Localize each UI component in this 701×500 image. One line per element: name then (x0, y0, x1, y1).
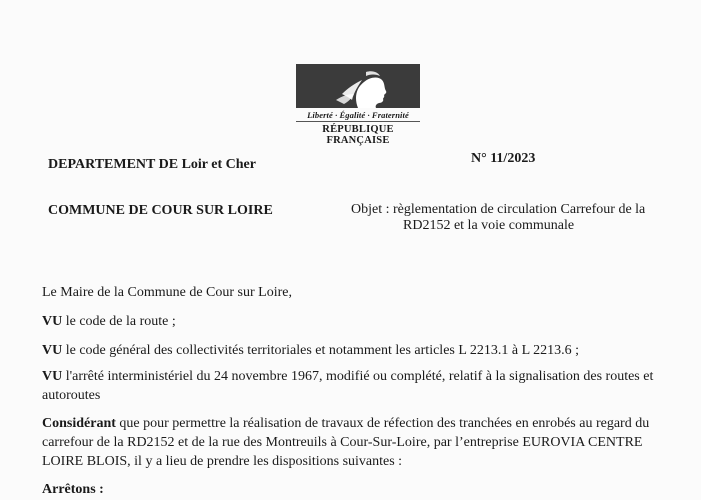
considerant-paragraph (42, 414, 682, 471)
considerant-label: Considérant (42, 416, 116, 431)
arretons-heading: Arrêtons : (42, 482, 104, 497)
vu-paragraph-1 (42, 312, 682, 331)
republique-francaise-logo (296, 64, 420, 146)
considerant-text: que pour permettre la réalisation de travaux de réfection des tranchées en enrobés au regard du carrefour de la RD2152 et de la rue des Montreuils à Cour-Sur-Loire, par l’entreprise EUROVIA CENTRE LOIRE BLOIS, il y a lieu de prendre les dispositions suivantes : (42, 416, 650, 469)
decree-number: N° 11/2023 (471, 151, 536, 166)
vu-label: VU (42, 343, 63, 358)
marianne-emblem (296, 64, 420, 108)
commune-prefix: COMMUNE DE (48, 203, 148, 218)
vu-paragraph-2 (42, 341, 682, 360)
motto-divider (296, 121, 420, 122)
commune-heading (48, 203, 273, 219)
vu-text: le code de la route ; (62, 314, 176, 329)
object-line-1: Objet : règlementation de circulation Carrefour de la (351, 202, 646, 217)
vu-text: l'arrêté interministériel du 24 novembre 1967, modifié ou complété, relatif à la signalisation des routes et autoroutes (42, 369, 654, 403)
commune-name: COUR SUR LOIRE (151, 203, 273, 218)
marianne-icon (296, 64, 420, 108)
vu-text: le code général des collectivités territoriales et notamment les articles L 2213.1 à L 2213.6 ; (62, 343, 580, 358)
department-name: Loir et Cher (181, 157, 256, 172)
vu-paragraph-3 (42, 367, 680, 405)
vu-label: VU (42, 314, 63, 329)
republic-motto: Liberté · Égalité · Fraternité (307, 110, 409, 120)
department-prefix: DEPARTEMENT DE (48, 157, 179, 172)
department-heading (48, 157, 256, 173)
republic-name: RÉPUBLIQUE FRANÇAISE (322, 124, 394, 146)
vu-label: VU (42, 369, 63, 384)
object-line-2: RD2152 et la voie communale (403, 218, 575, 233)
mayor-line: Le Maire de la Commune de Cour sur Loire, (42, 285, 292, 300)
